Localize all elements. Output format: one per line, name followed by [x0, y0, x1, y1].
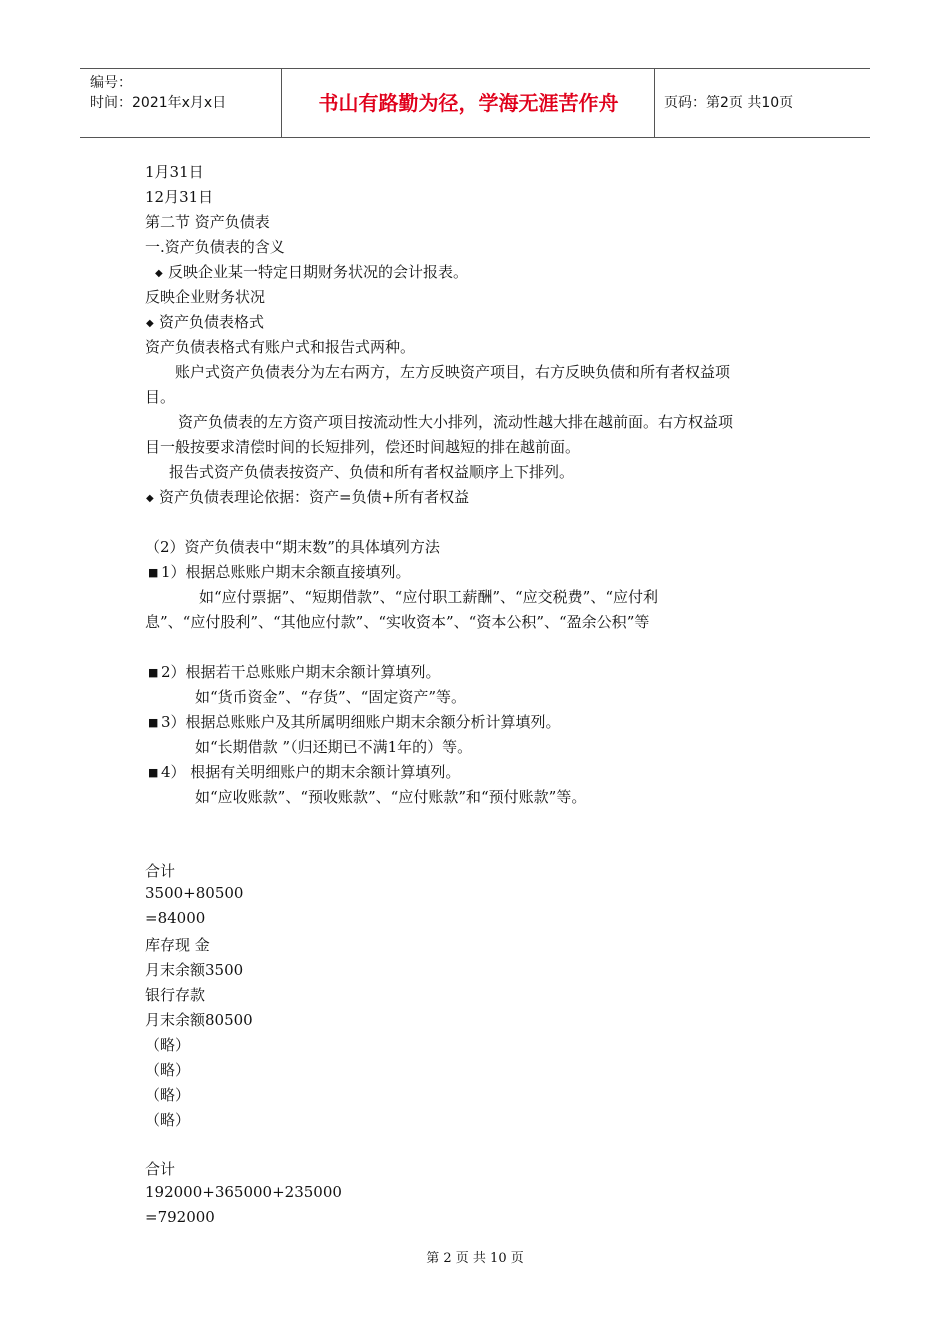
text-line: 反映企业财务状况: [145, 288, 266, 306]
total-label: 合计: [145, 1160, 176, 1178]
header-divider: [654, 69, 655, 137]
formula-result: =792000: [145, 1208, 215, 1226]
subsection-title: （2）资产负债表中“期末数”的具体填列方法: [145, 538, 440, 556]
paragraph-line: 资产负债表的左方资产项目按流动性大小排列，流动性越大排在越前面。右方权益项: [178, 413, 734, 431]
omitted-line: （略）: [145, 1036, 191, 1054]
square-bullet-item: ■ 1）根据总账账户期末余额直接填列。: [148, 563, 411, 581]
omitted-line: （略）: [145, 1086, 191, 1104]
page-footer: 第 2 页 共 10 页: [426, 1251, 524, 1266]
paragraph-line: 息”、“应付股利”、“其他应付款”、“实收资本”、“资本公积”、“盈余公积”等: [145, 613, 650, 631]
square-bullet-icon: ■: [148, 566, 159, 579]
paragraph-line: 目一般按要求清偿时间的长短排列，偿还时间越短的排在越前面。: [145, 438, 581, 456]
header-meta: [90, 73, 226, 113]
paragraph-line: 账户式资产负债表分为左右两方，左方反映资产项目，右方反映负债和所有者权益项: [175, 363, 731, 381]
header-divider: [281, 69, 282, 137]
formula-line: 3500+80500: [145, 884, 244, 902]
section-title: 第二节 资产负债表: [145, 213, 270, 231]
document-date-label: 时间：2021年x月x日: [90, 95, 227, 111]
square-bullet-item: ■ 2）根据若干总账账户期末余额计算填列。: [148, 663, 441, 681]
paragraph-line: 如“货币资金”、“存货”、“固定资产”等。: [195, 688, 467, 706]
omitted-line: （略）: [145, 1111, 191, 1129]
square-bullet-icon: ■: [148, 666, 159, 679]
diamond-bullet-icon: ◆: [155, 268, 163, 279]
formula-result: =84000: [145, 909, 206, 927]
text-line: 12月31日: [145, 188, 214, 206]
diamond-bullet-icon: ◆: [146, 493, 154, 504]
subsection-title: 一.资产负债表的含义: [145, 238, 285, 256]
square-bullet-item: ■ 4） 根据有关明细账户的期末余额计算填列。: [148, 763, 461, 781]
paragraph-line: 如“长期借款 ”（归还期已不满1年的）等。: [195, 738, 473, 756]
omitted-line: （略）: [145, 1061, 191, 1079]
account-name: 银行存款: [145, 986, 206, 1004]
paragraph-line: 如“应付票据”、“短期借款”、“应付职工薪酬”、“应交税费”、“应付利: [199, 588, 659, 606]
document-header: [80, 68, 870, 138]
total-label: 合计: [145, 862, 176, 880]
bullet-item: ◆ 反映企业某一特定日期财务状况的会计报表。: [155, 263, 469, 281]
square-bullet-item: ■ 3）根据总账账户及其所属明细账户期末余额分析计算填列。: [148, 713, 561, 731]
document-number-label: 编号：: [90, 75, 132, 91]
balance-line: 月末余额80500: [145, 1011, 253, 1029]
square-bullet-icon: ■: [148, 716, 159, 729]
formula-line: 192000+365000+235000: [145, 1183, 342, 1201]
text-line: 1月31日: [145, 163, 204, 181]
paragraph-line: 如“应收账款”、“预收账款”、“应付账款”和“预付账款”等。: [195, 788, 587, 806]
account-name: 库存现 金: [145, 936, 210, 954]
diamond-bullet-icon: ◆: [146, 318, 154, 329]
paragraph-line: 目。: [145, 388, 176, 406]
header-page-label: 页码：第2页 共10页: [664, 95, 794, 111]
bullet-item: ◆ 资产负债表格式: [146, 313, 265, 331]
bullet-item: ◆ 资产负债表理论依据：资产=负债+所有者权益: [146, 488, 470, 506]
text-line: 资产负债表格式有账户式和报告式两种。: [145, 338, 416, 356]
square-bullet-icon: ■: [148, 766, 159, 779]
paragraph-line: 报告式资产负债表按资产、负债和所有者权益顺序上下排列。: [169, 463, 575, 481]
header-motto: 书山有路勤为径，学海无涯苦作舟: [318, 91, 619, 115]
balance-line: 月末余额3500: [145, 961, 244, 979]
